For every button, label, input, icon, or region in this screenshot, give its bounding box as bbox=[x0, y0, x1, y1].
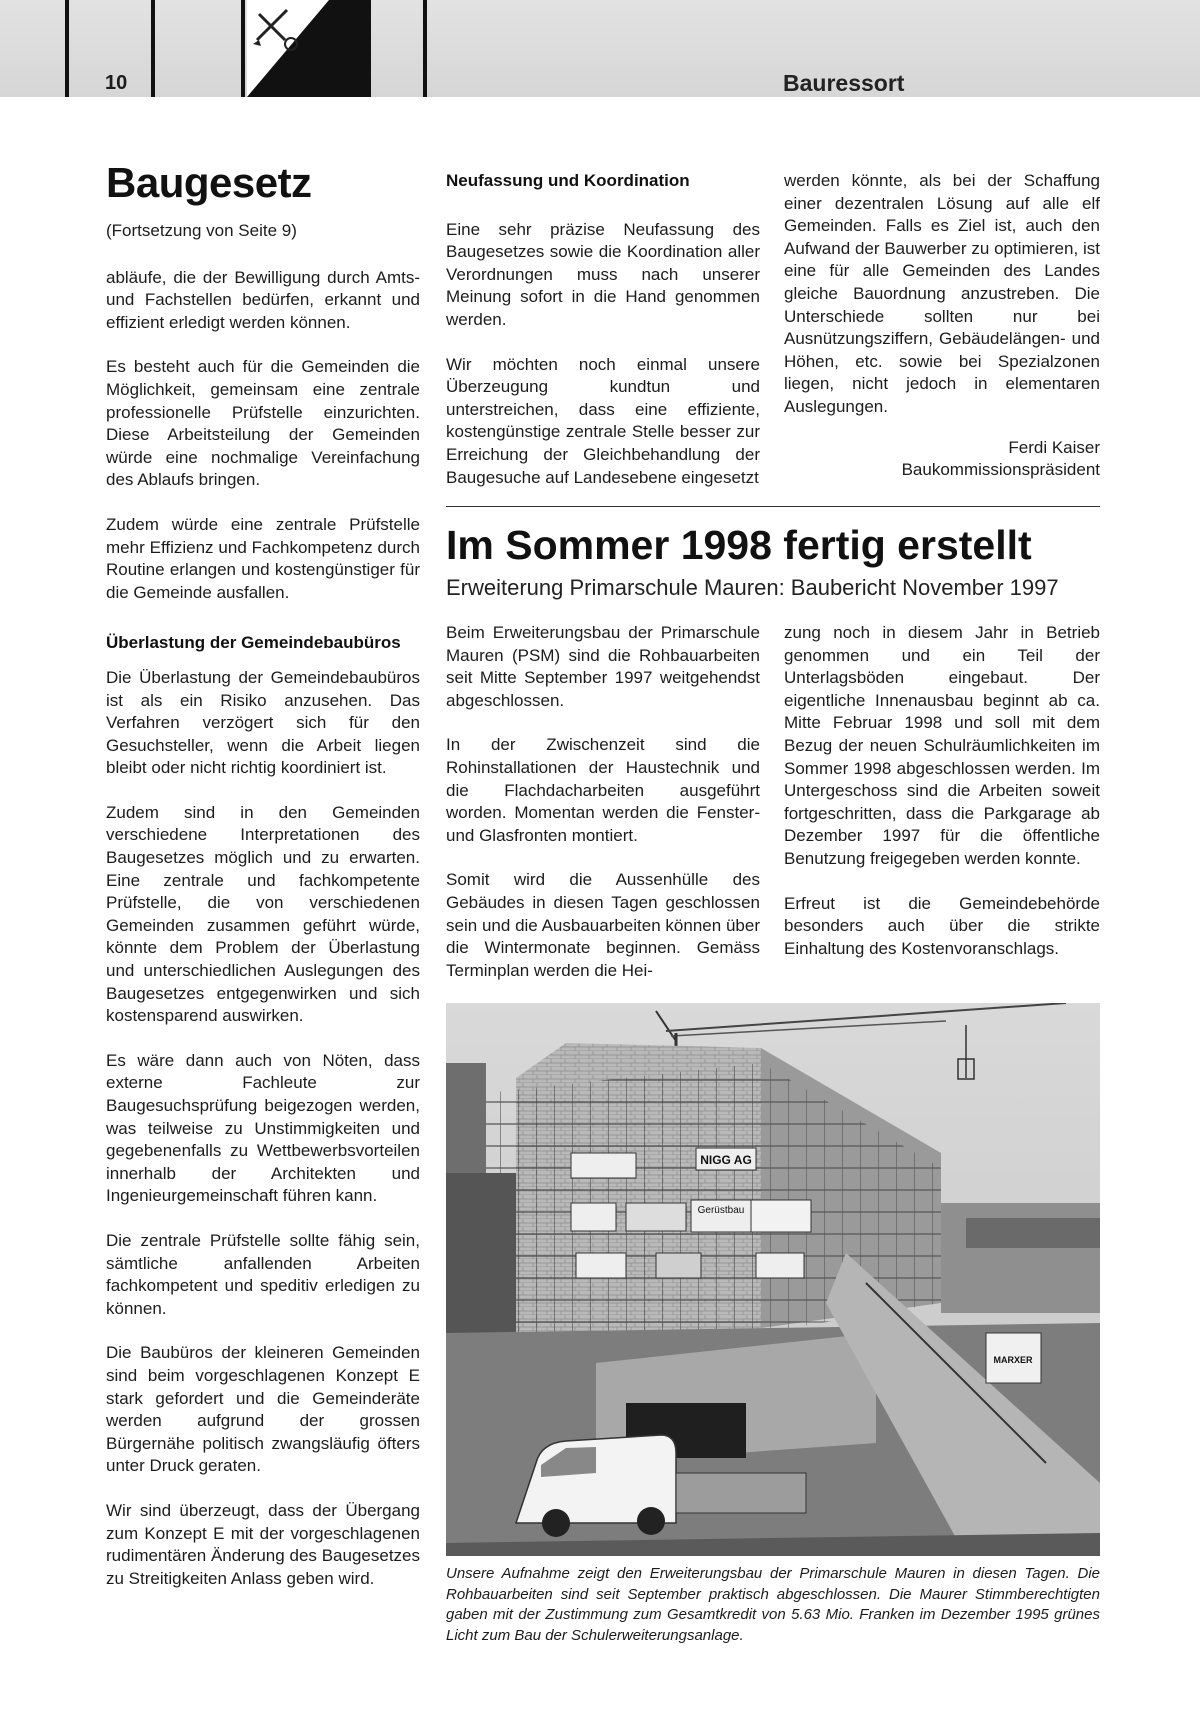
column-3 bbox=[784, 170, 1100, 482]
page-number: 10 bbox=[105, 72, 128, 94]
paragraph: In der Zwischenzeit sind die Rohinstallationen der Haustechnik und die Flachdacharbeiten ausgeführt worden. Momentan werden die Fenster- und Glasfronten montiert. bbox=[446, 735, 760, 845]
column-1 bbox=[106, 160, 420, 1612]
sign-text: Gerüstbau bbox=[697, 1205, 745, 1216]
paragraph: Erfreut ist die Gemeindebehörde besonders auch über die strikte Einhaltung des Kostenvoranschlags. bbox=[784, 893, 1100, 958]
paragraph: Wir sind überzeugt, dass der Übergang zum Konzept E mit der vorgeschlagenen rudimentären Änderung des Baugesetzes zu Streitigkeiten Anlass geben wird. bbox=[106, 1500, 420, 1588]
photo-caption: Unsere Aufnahme zeigt den Erweiterungsbau der Primarschule Mauren in diesen Tagen. Die Rohbauarbeiten sind seit September praktisch abgeschlossen. Die Maurer Stimmberechtigten gaben mit der Zustimmung zum Gesamtkredit von 5.63 Mio. Franken im Dezember 1995 grünes Licht zum Bau der Schulerweiterungsanlage. bbox=[446, 1565, 1100, 1644]
paragraph: Es wäre dann auch von Nöten, dass externe Fachleute zur Baugesuchsprüfung beigezogen werden, was teilweise zu Unstimmigkeiten und gegebenenfalls zu Wettbewerbsvorteilen innerhalb der Architekten und Ingenieurgemeinschaft führen kann. bbox=[106, 1050, 420, 1206]
article-title: Baugesetz bbox=[106, 159, 312, 206]
author-role: Baukommissionspräsident bbox=[901, 460, 1100, 480]
article-headline: Im Sommer 1998 fertig erstellt bbox=[446, 522, 1032, 568]
column-5 bbox=[784, 622, 1100, 982]
header-band bbox=[0, 0, 1200, 97]
section-title: Bauressort bbox=[783, 70, 905, 96]
sign-text: NIGG AG bbox=[700, 1153, 752, 1167]
paragraph: Die Überlastung der Gemeindebaubüros ist als ein Risiko anzusehen. Das Verfahren verzögert sich für den Gesuchsteller, wenn die Arbeit liegen bleibt oder nicht richtig koordiniert ist. bbox=[106, 667, 420, 778]
column-4 bbox=[446, 622, 760, 1004]
article-standfirst: Erweiterung Primarschule Mauren: Baubericht November 1997 bbox=[446, 575, 1059, 600]
header-box-mid bbox=[155, 0, 245, 97]
sign-text: MARXER bbox=[993, 1355, 1033, 1365]
paragraph: Es besteht auch für die Gemeinden die Möglichkeit, gemeinsam eine zentrale professionelle Prüfstelle einzurichten. Diese Arbeitsteilung der Gemeinden würde eine nochmalige Vereinfachung des Ablaufs bringen. bbox=[106, 357, 420, 490]
continued-note: (Fortsetzung von Seite 9) bbox=[106, 221, 297, 240]
crossed-tools-icon bbox=[247, 0, 367, 97]
subheading: Überlastung der Gemeindebaubüros bbox=[106, 633, 401, 653]
paragraph: Die Baubüros der kleineren Gemeinden sind beim vorgeschlagenen Konzept E stark gefordert und die Gemeinderäte werden aufgrund der grossen Bürgernähe politisch zwangsläufig öfters unter Druck geraten. bbox=[106, 1343, 420, 1476]
paragraph: zung noch in diesem Jahr in Betrieb genommen und ein Teil der Unterlagsböden eingebaut. Der eigentliche Innenausbau beginnt ab ca. Mitte Februar 1998 und soll mit dem Bezug der neuen Schulräumlichkeiten im Sommer 1998 abgeschlossen werden. Im Untergeschoss sind die Arbeiten soweit fortgeschritten, dass die Parkgarage ab Dezember 1997 für die öffentliche Benutzung freigegeben werden konnte. bbox=[784, 623, 1100, 868]
paragraph: Die zentrale Prüfstelle sollte fähig sein, sämtliche anfallenden Arbeiten fachkompetent und speditiv erledigen zu können. bbox=[106, 1230, 420, 1318]
author-name: Ferdi Kaiser bbox=[1008, 437, 1100, 457]
construction-photo bbox=[446, 1003, 1100, 1556]
paragraph: Beim Erweiterungsbau der Primarschule Mauren (PSM) sind die Rohbauarbeiten seit Mitte September 1997 weitgehendst abgeschlossen. bbox=[446, 623, 760, 710]
paragraph: Wir möchten noch einmal unsere Überzeugung kundtun und unterstreichen, dass eine effiziente, kostengünstige zentrale Stelle besser zur Erreichung der Gleichbehandlung der Baugesuche auf Landesebene eingesetzt bbox=[446, 354, 760, 487]
column-2 bbox=[446, 170, 760, 511]
paragraph: werden könnte, als bei der Schaffung einer dezentralen Lösung auf alle elf Gemeinden. Falls es Ziel ist, auch den Aufwand der Bauwerber zu optimieren, ist eine für alle Gemeinden des Landes gleiche Bauordnung anzustreben. Die Unterschiede sollten nur bei Ausnützungsziffern, Gebäudelängen- und Höhen, etc. sowie bei Spezialzonen liegen, nicht jedoch in elementaren Auslegungen. bbox=[784, 171, 1100, 416]
article-divider bbox=[446, 506, 1100, 507]
paragraph: Somit wird die Aussenhülle des Gebäudes in diesen Tagen geschlossen sein und die Ausbauarbeiten können über die Wintermonate beginnen. Gemäss Terminplan werden die Hei- bbox=[446, 870, 760, 980]
paragraph: Zudem würde eine zentrale Prüfstelle mehr Effizienz und Fachkompetenz durch Routine erlangen und kostengünstiger für die Gemeinde ausfallen. bbox=[106, 514, 420, 602]
paragraph: Eine sehr präzise Neufassung des Baugesetzes sowie die Koordination aller Verordnungen muss nach unserer Meinung sofort in die Hand genommen werden. bbox=[446, 219, 760, 329]
paragraph: abläufe, die der Bewilligung durch Amts- und Fachstellen bedürfen, erkannt und effizient erledigt werden können. bbox=[106, 267, 420, 332]
header-box-right bbox=[367, 0, 427, 97]
paragraph: Zudem sind in den Gemeinden verschiedene Interpretationen des Baugesetzes möglich und zu erwarten. Eine zentrale und fachkompetente Prüfstelle, die von verschiedenen Gemeinden zusammen geführt würde, könnte dem Problem der Überlastung und unterschiedlichen Auslegungen des Baugesetzes entgegenwirken und sich kostensparend auswirken. bbox=[106, 802, 420, 1026]
subheading: Neufassung und Koordination bbox=[446, 171, 690, 190]
